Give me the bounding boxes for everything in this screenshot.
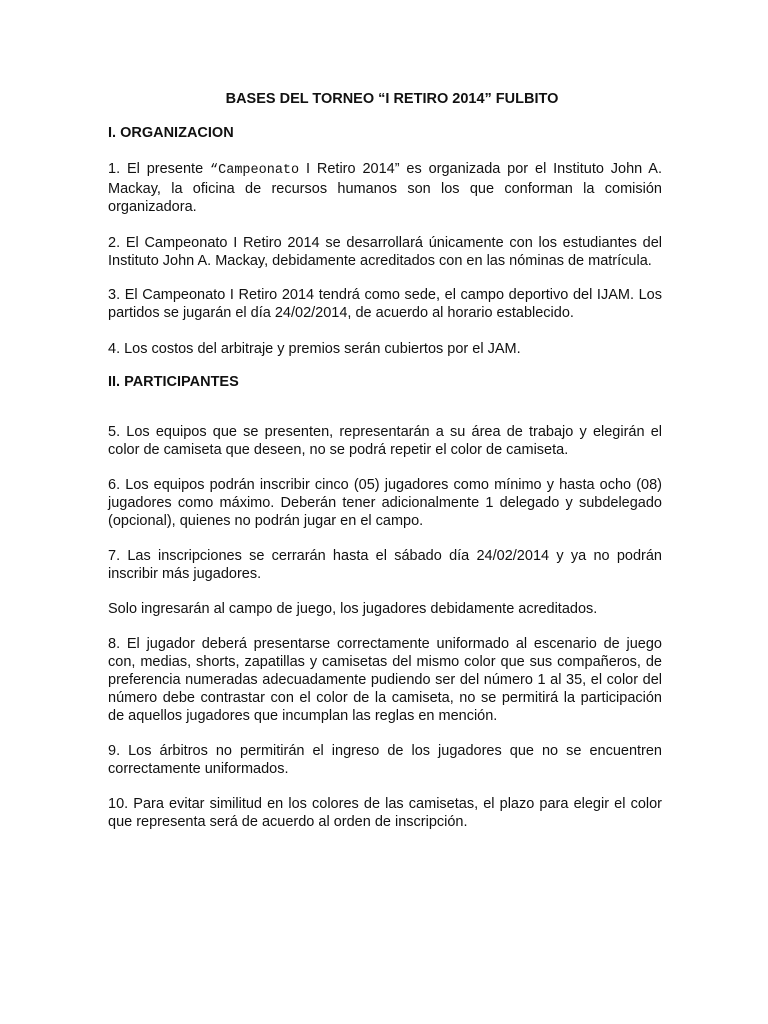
paragraph-4: 4. Los costos del arbitraje y premios serán cubiertos por el JAM.: [108, 341, 521, 357]
paragraph-3: 3. El Campeonato I Retiro 2014 tendrá como sede, el campo deportivo del IJAM. Los partidos se jugarán el día 24/02/2014, de acuerdo al horario establecido.: [108, 287, 662, 321]
document-title: BASES DEL TORNEO “I RETIRO 2014” FULBITO: [225, 91, 559, 107]
paragraph-6: 6. Los equipos podrán inscribir cinco (05) jugadores como mínimo y hasta ocho (08) jugadores como máximo. Deberán tener adicionalmente 1 delegado y subdelegado (opcional), quienes no podrán jugar en el campo.: [108, 477, 662, 529]
paragraph-9: 9. Los árbitros no permitirán el ingreso de los jugadores que no se encuentren correctamente uniformados.: [108, 743, 662, 777]
paragraph-1-quoted: “Campeonato: [210, 163, 300, 178]
paragraph-1-rest: I Retiro 2014” es organizada por el Instituto John A. Mackay, la oficina de recursos humanos son los que conforman la comisión organizadora.: [108, 161, 662, 215]
section-heading-organizacion: I. ORGANIZACION: [108, 125, 234, 141]
paragraph-7: 7. Las inscripciones se cerrarán hasta el sábado día 24/02/2014 y ya no podrán inscribir más jugadores.: [108, 548, 662, 582]
paragraph-5: 5. Los equipos que se presenten, representarán a su área de trabajo y elegirán el color de camiseta que deseen, no se podrá repetir el color de camiseta.: [108, 424, 662, 458]
paragraph-7-note: Solo ingresarán al campo de juego, los jugadores debidamente acreditados.: [108, 601, 598, 617]
paragraph-2: 2. El Campeonato I Retiro 2014 se desarrollará únicamente con los estudiantes del Instituto John A. Mackay, debidamente acreditados con en las nóminas de matrícula.: [108, 235, 662, 269]
paragraph-10: 10. Para evitar similitud en los colores de las camisetas, el plazo para elegir el color que representa será de acuerdo al orden de inscripción.: [108, 796, 662, 830]
paragraph-1-start: 1. El presente: [108, 161, 211, 177]
document-body: [108, 90, 662, 831]
section-heading-participantes: II. PARTICIPANTES: [108, 374, 239, 390]
paragraph-8: 8. El jugador deberá presentarse correctamente uniformado al escenario de juego con, medias, shorts, zapatillas y camisetas del mismo color que sus compañeros, de preferencia numeradas adecuadamente pudiendo ser del número 1 al 35, el color del número debe contrastar con el color de la camiseta, no se permitirá la participación de aquellos jugadores que incumplan las reglas en mención.: [108, 636, 662, 724]
paragraph-1: [108, 160, 662, 216]
